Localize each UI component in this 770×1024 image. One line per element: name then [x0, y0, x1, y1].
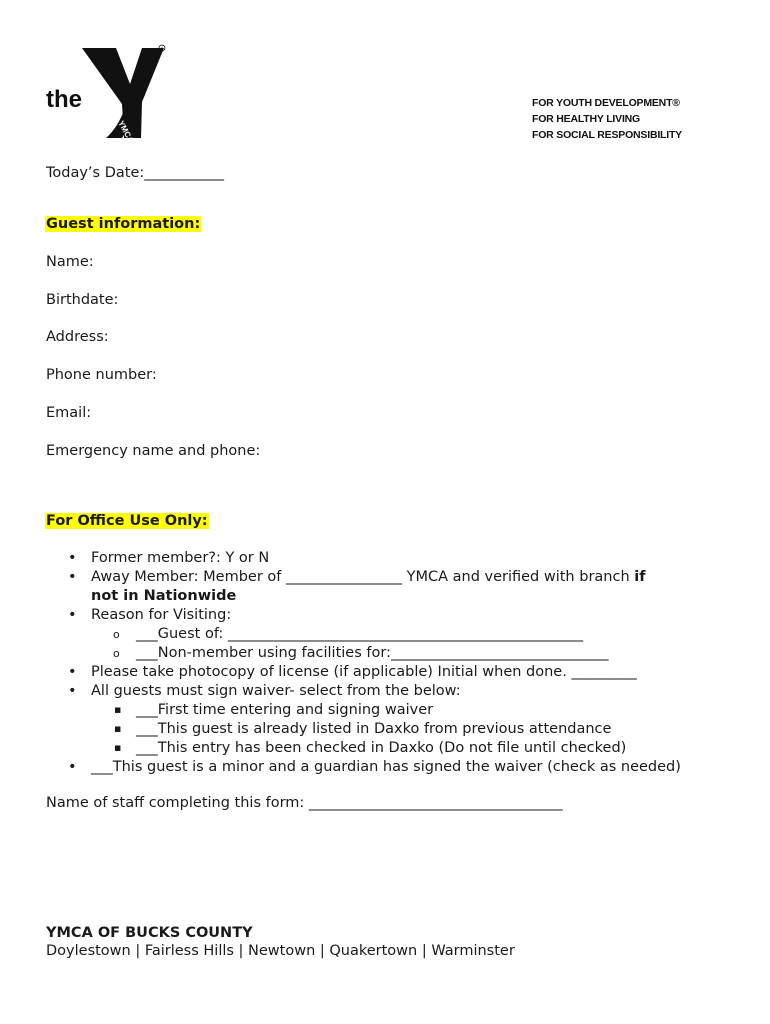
former-member-item[interactable]: • Former member?: Y or N	[91, 550, 269, 566]
footer-org-name: YMCA OF BUCKS COUNTY	[46, 925, 253, 941]
minor-guardian-item[interactable]: • ___This guest is a minor and a guardian has signed the waiver (check as needed)	[91, 759, 681, 775]
address-field[interactable]: Address:	[46, 329, 109, 345]
tagline	[532, 95, 682, 143]
office-use-heading-text: For Office Use Only:	[46, 513, 208, 529]
away-member-bold-if: if	[634, 569, 646, 585]
name-field[interactable]: Name:	[46, 254, 94, 270]
away-member-text: Away Member: Member of ________________ YMCA and verified with branch	[91, 569, 635, 585]
guest-information-heading-text: Guest information:	[46, 216, 201, 232]
emergency-contact-field[interactable]: Emergency name and phone:	[46, 443, 261, 459]
away-member-bold-nationwide: not in Nationwide	[91, 588, 237, 604]
birthdate-field[interactable]: Birthdate:	[46, 292, 119, 308]
waiver-checked-option[interactable]: ▪ ___This entry has been checked in Daxko (Do not file until checked)	[136, 740, 626, 756]
todays-date-field[interactable]: Today’s Date:___________	[46, 165, 225, 181]
waiver-already-listed-option[interactable]: ▪ ___This guest is already listed in Daxko from previous attendance	[136, 721, 611, 737]
ymca-logo	[46, 42, 176, 150]
logo-word: the	[46, 86, 82, 113]
tagline-line-3: FOR SOCIAL RESPONSIBILITY	[532, 129, 682, 141]
email-field[interactable]: Email:	[46, 405, 92, 421]
reason-nonmember-field[interactable]: o ___Non-member using facilities for:______________________________	[136, 645, 608, 661]
logo-emblem-text: YMCA	[116, 119, 136, 145]
away-member-continued	[91, 588, 236, 604]
svg-text:R: R	[160, 46, 164, 51]
guest-information-heading	[45, 216, 201, 232]
away-member-item[interactable]	[91, 569, 646, 585]
footer-branches: Doylestown | Fairless Hills | Newtown | Quakertown | Warminster	[46, 943, 515, 959]
staff-name-field[interactable]: Name of staff completing this form: ___________________________________	[46, 795, 563, 811]
waiver-first-time-option[interactable]: ▪ ___First time entering and signing waiver	[136, 702, 433, 718]
photocopy-license-item[interactable]: • Please take photocopy of license (if applicable) Initial when done. _________	[91, 664, 637, 680]
ymca-y-emblem	[46, 42, 176, 150]
phone-number-field[interactable]: Phone number:	[46, 367, 157, 383]
tagline-line-1: FOR YOUTH DEVELOPMENT®	[532, 97, 680, 109]
waiver-item: • All guests must sign waiver- select from the below:	[91, 683, 461, 699]
reason-for-visiting-item: • Reason for Visiting:	[91, 607, 231, 623]
reason-guest-of-field[interactable]: o ___Guest of: _________________________________________________	[136, 626, 583, 642]
tagline-line-2: FOR HEALTHY LIVING	[532, 113, 641, 125]
office-use-heading	[45, 513, 209, 529]
